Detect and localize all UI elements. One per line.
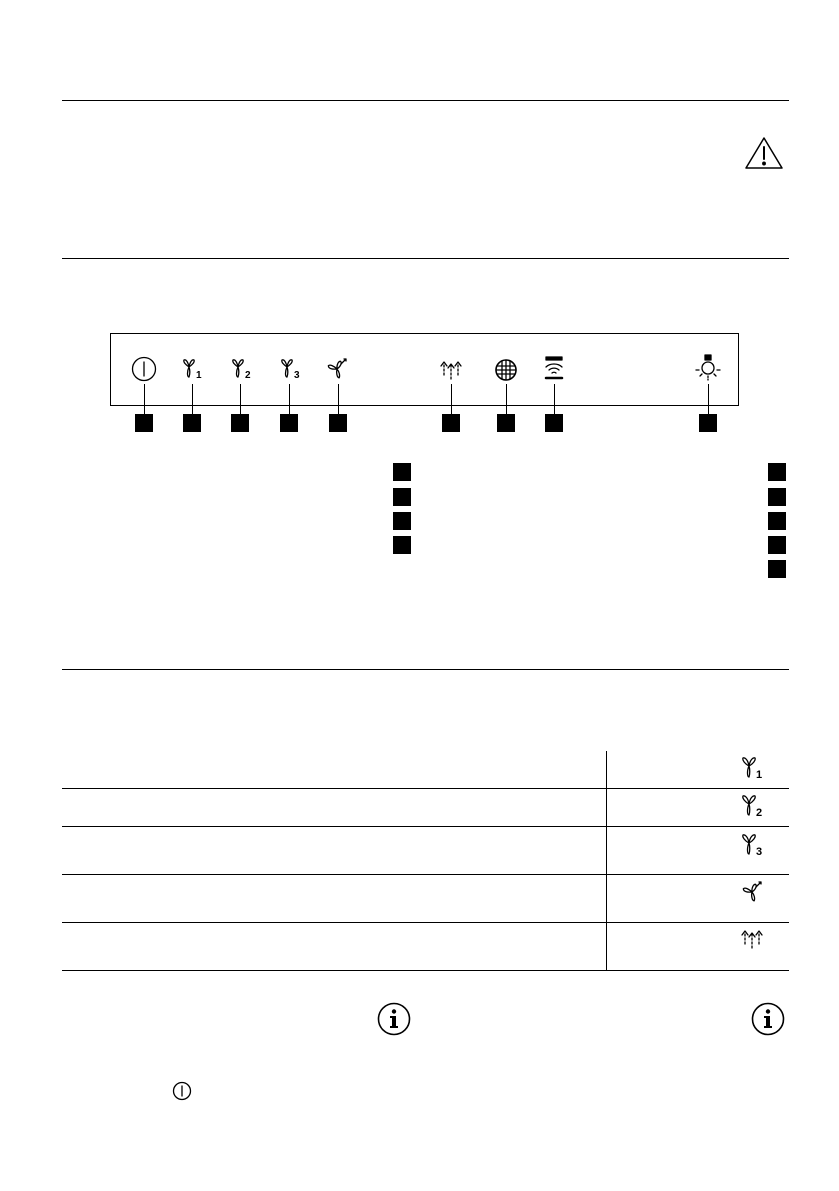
table-row-divider (62, 826, 789, 827)
callout-leader (240, 384, 241, 414)
callout-marker (183, 414, 201, 432)
callout-leader (192, 384, 193, 414)
light-icon[interactable] (694, 354, 722, 384)
fan-speed-digit: 2 (756, 807, 763, 819)
breeze-icon (739, 926, 765, 950)
legend-marker (768, 488, 786, 506)
legend-marker (768, 512, 786, 530)
info-icon (751, 1002, 785, 1036)
breeze-icon[interactable] (438, 357, 464, 381)
callout-leader (506, 384, 507, 414)
table-row-divider (62, 788, 789, 789)
hob2hood-connectivity-icon[interactable] (542, 355, 566, 381)
fan-speed-digit: 2 (245, 370, 251, 381)
table-row-divider (62, 970, 789, 971)
legend-marker (768, 560, 786, 578)
table-row-divider (62, 874, 789, 875)
section-divider-top (62, 100, 789, 101)
fan-speed-2-icon[interactable] (230, 358, 254, 380)
fan-speed-3-icon (740, 833, 766, 857)
section-divider-table (62, 669, 789, 670)
callout-leader (708, 384, 709, 414)
fan-speed-1-icon (740, 756, 766, 780)
fan-speed-digit: 3 (756, 846, 763, 858)
callout-marker (231, 414, 249, 432)
section-divider-panel (62, 258, 789, 259)
table-column-divider (606, 751, 607, 970)
fan-boost-icon[interactable] (326, 357, 350, 381)
legend-marker (768, 463, 786, 481)
legend-marker (768, 536, 786, 554)
grease-filter-icon[interactable] (494, 358, 518, 382)
callout-leader (289, 384, 290, 414)
fan-speed-digit: 1 (756, 769, 763, 781)
fan-speed-2-icon (740, 794, 766, 818)
callout-marker (329, 414, 347, 432)
power-icon (172, 1081, 192, 1101)
legend-marker (393, 512, 411, 530)
warning-triangle-icon (744, 136, 784, 170)
callout-marker (135, 414, 153, 432)
legend-marker (393, 536, 411, 554)
callout-marker (497, 414, 515, 432)
power-icon[interactable] (131, 356, 157, 382)
fan-boost-icon (741, 880, 765, 904)
fan-speed-digit: 1 (196, 370, 202, 381)
callout-marker (545, 414, 563, 432)
fan-speed-1-icon[interactable] (181, 358, 205, 380)
table-row-divider (62, 922, 789, 923)
callout-leader (451, 384, 452, 414)
callout-marker (280, 414, 298, 432)
info-icon (377, 1002, 411, 1036)
callout-leader (338, 384, 339, 414)
callout-leader (144, 384, 145, 414)
legend-marker (393, 463, 411, 481)
fan-speed-digit: 3 (294, 370, 300, 381)
legend-marker (393, 488, 411, 506)
fan-speed-3-icon[interactable] (279, 358, 303, 380)
callout-marker (442, 414, 460, 432)
callout-marker (699, 414, 717, 432)
callout-leader (554, 384, 555, 414)
